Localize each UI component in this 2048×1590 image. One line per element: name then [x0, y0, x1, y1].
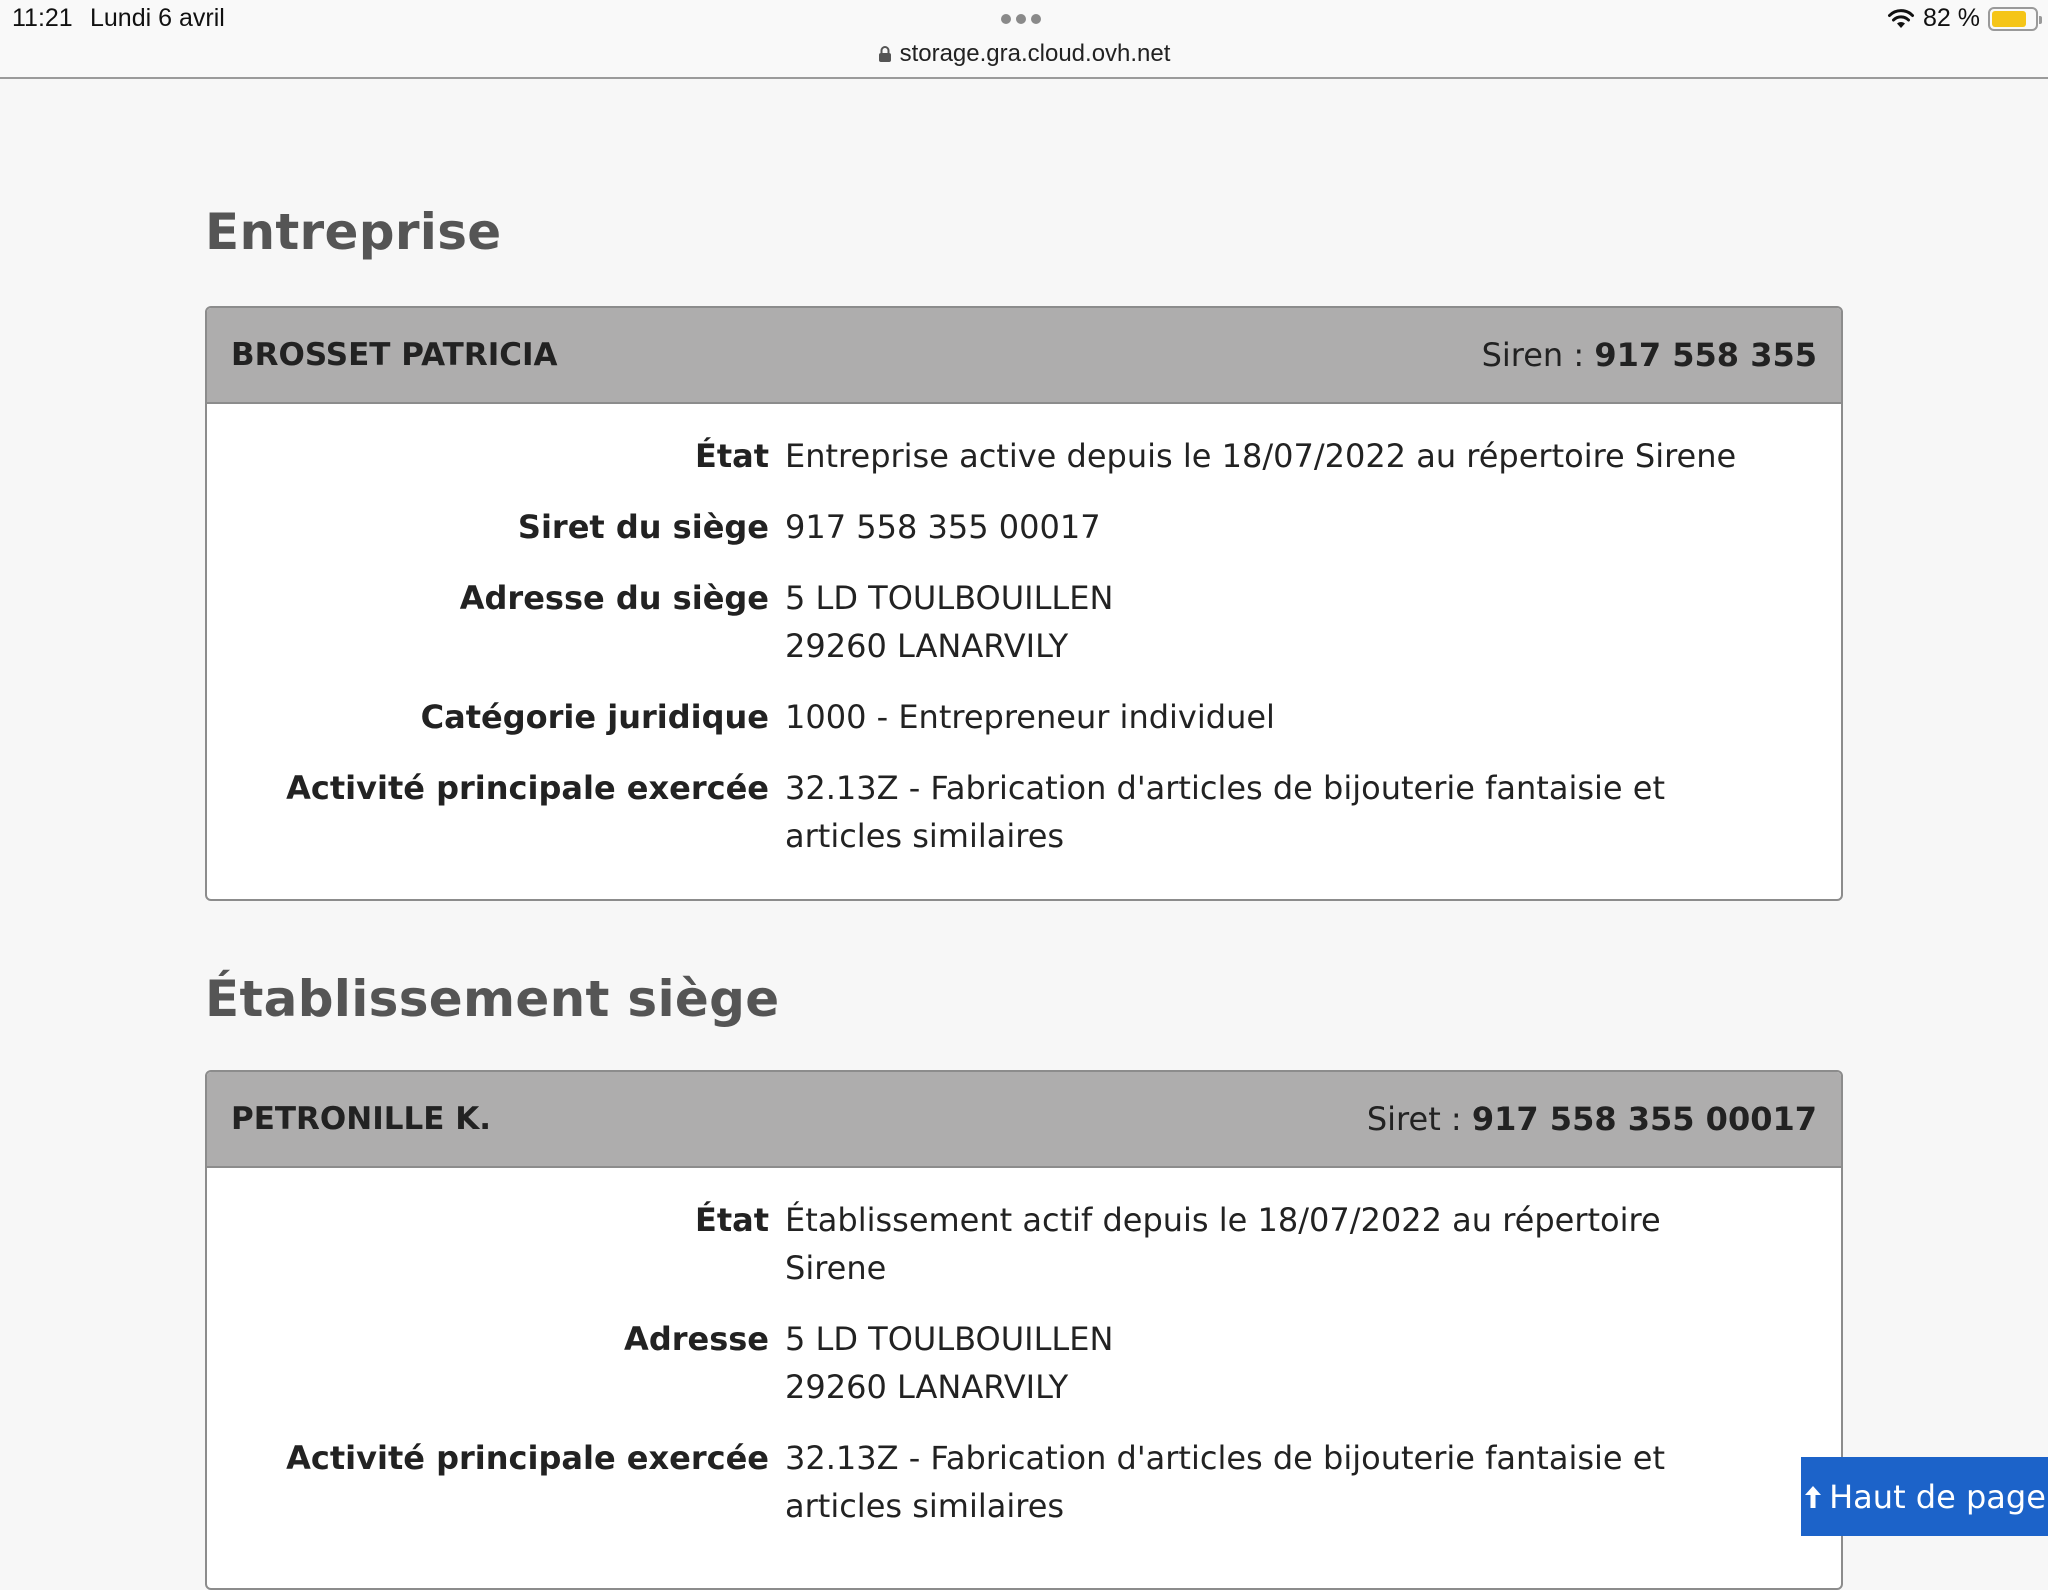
- url-text: storage.gra.cloud.ovh.net: [899, 40, 1171, 67]
- row-label: Activité principale exercée: [286, 769, 769, 807]
- battery-percent: 82 %: [1923, 4, 1980, 32]
- address-line-1: 5 LD TOULBOUILLEN: [785, 579, 1114, 617]
- row-label: Siret du siège: [517, 508, 769, 546]
- address-line-1: 5 LD TOULBOUILLEN: [785, 1320, 1114, 1358]
- row-value: Entreprise active depuis le 18/07/2022 au répertoire Sirene: [785, 437, 1737, 475]
- back-to-top-label: Haut de page: [1829, 1477, 2046, 1516]
- info-row-activite: [207, 764, 1841, 860]
- row-value: 32.13Z - Fabrication d'articles de bijouterie fantaisie et articles similaires: [785, 1439, 1665, 1525]
- arrow-up-icon: [1803, 1484, 1823, 1510]
- address-line-2: 29260 LANARVILY: [785, 1368, 1069, 1406]
- status-right: [1887, 4, 2038, 33]
- info-row-categorie: [207, 693, 1841, 741]
- row-value: 917 558 355 00017: [785, 508, 1101, 546]
- entreprise-card: [205, 306, 1843, 901]
- siren-number: Siren : 917 558 355: [1481, 336, 1817, 374]
- row-label: État: [694, 437, 769, 475]
- section-title-entreprise: Entreprise: [205, 203, 502, 261]
- info-row-activite: [207, 1434, 1841, 1530]
- address-bar[interactable]: [0, 40, 2048, 68]
- row-label: Adresse du siège: [459, 579, 769, 617]
- browser-top-bar: [0, 0, 2048, 79]
- etablissement-card: [205, 1070, 1843, 1590]
- row-value: 32.13Z - Fabrication d'articles de bijouterie fantaisie et articles similaires: [785, 769, 1665, 855]
- lock-icon: [878, 45, 892, 63]
- address-line-2: 29260 LANARVILY: [785, 627, 1069, 665]
- info-row-etat: [207, 1196, 1841, 1292]
- multitasking-dots-icon[interactable]: [1001, 14, 1041, 24]
- siret-number: Siret : 917 558 355 00017: [1366, 1100, 1817, 1138]
- card-header: [207, 308, 1841, 404]
- info-row-etat: [207, 432, 1841, 480]
- row-value: Établissement actif depuis le 18/07/2022 au répertoire Sirene: [785, 1201, 1661, 1287]
- row-value: [785, 1315, 1745, 1411]
- back-to-top-button[interactable]: [1801, 1457, 2048, 1536]
- row-label: Activité principale exercée: [286, 1439, 769, 1477]
- info-row-adresse: [207, 1315, 1841, 1411]
- row-value: [785, 574, 1745, 670]
- row-label: Adresse: [624, 1320, 769, 1358]
- row-label: État: [694, 1201, 769, 1239]
- wifi-icon: [1887, 8, 1915, 30]
- info-row-adresse-siege: [207, 574, 1841, 670]
- status-date: Lundi 6 avril: [90, 4, 225, 32]
- company-name: BROSSET PATRICIA: [231, 337, 558, 373]
- info-row-siret-siege: [207, 503, 1841, 551]
- card-header: [207, 1072, 1841, 1168]
- establishment-name: PETRONILLE K.: [231, 1101, 492, 1137]
- battery-icon: [1988, 7, 2038, 31]
- row-value: 1000 - Entrepreneur individuel: [785, 698, 1275, 736]
- status-time: 11:21: [12, 4, 73, 32]
- section-title-etablissement: Établissement siège: [205, 970, 780, 1028]
- row-label: Catégorie juridique: [420, 698, 769, 736]
